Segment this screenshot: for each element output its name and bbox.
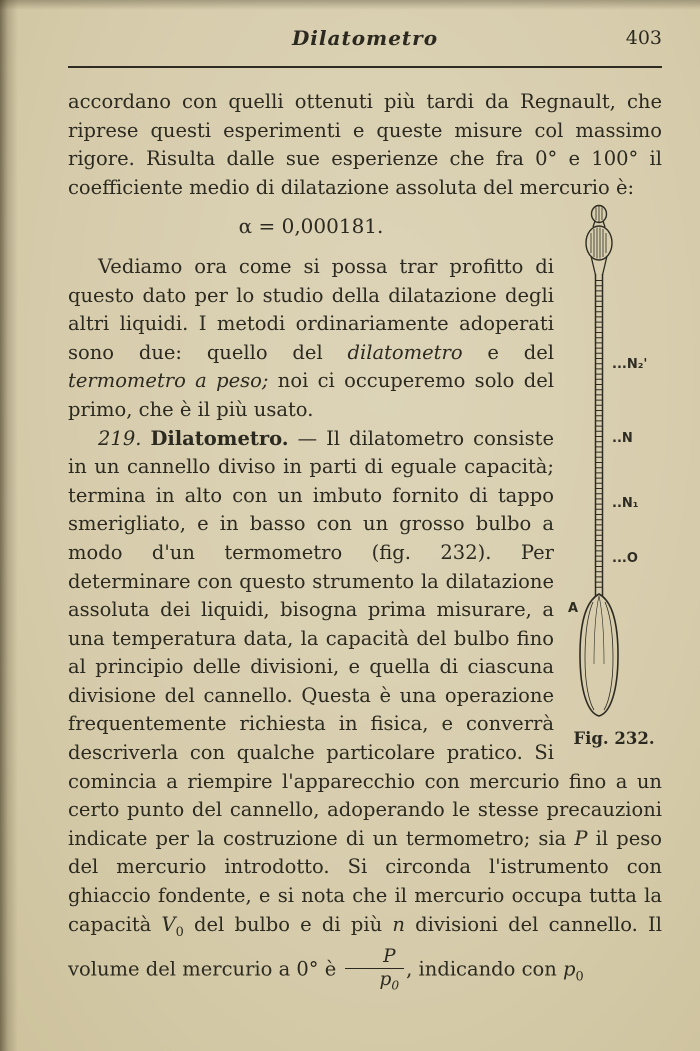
text-run: — Il dilatometro consiste in un cannello diviso in parti di eguale capacità; termina in alto con un imbuto fornito di tappo smerigliato, e in basso con un grosso bulbo a modo d'un termometro (fig. 232). Per determinare con questo strumento la dilatazione assoluta dei liquidi, bisogna prima misurare, a una temperatura data, la capacità del bulbo fino al principio delle divisioni, e quella di ciascuna divisione del cannello. Questa è una operazione frequentemente richiesta in fisica, e converrà descriverla con qualche particolare pratico. Si comincia a riempire l'apparecchio con mercurio fino a un certo punto del cannello, adoperando le stesse precauzioni indicate per la costruzione di un termometro; sia	[68, 426, 662, 850]
figure-caption: Fig. 232.	[573, 729, 655, 749]
bulb-hatching-right	[604, 602, 613, 710]
text-run: del bulbo e di più	[183, 912, 393, 936]
paragraph-1	[68, 88, 662, 202]
page-number: 403	[625, 27, 662, 49]
text-run: 0	[175, 924, 184, 940]
stopper-knob-hatching	[596, 206, 602, 222]
text-run: P	[574, 826, 588, 850]
text-run: divisioni del cannello. Il volume del mercurio a 0° è	[68, 912, 662, 981]
text-run: termometro a peso;	[68, 369, 269, 393]
scanned-page-top-edge-shadow	[0, 0, 700, 10]
equation-alpha: α = 0,000181.	[238, 214, 384, 239]
text-run: accordano con quelli ottenuti più tardi da Regnault, che riprese questi esperimenti e queste misure col massimo rigore. Risulta dalle sue esperienze che fra 0° e 100° il coefficiente medio di dilatazione assoluta del mercurio è:	[68, 90, 662, 199]
header-rule	[68, 66, 662, 68]
bulb-hatching-left	[585, 602, 594, 710]
figure-label-n: ..N	[612, 431, 633, 447]
text-run: 0	[575, 969, 584, 985]
figure-label-o: ...O	[612, 551, 638, 567]
text-run: Dilatometro.	[150, 426, 289, 450]
text-run: n	[392, 912, 405, 936]
bulb	[580, 594, 618, 716]
figure-label-n1: ..N₁	[612, 496, 639, 512]
body-text	[68, 88, 662, 993]
text-run: il peso del mercurio introdotto. Si circonda l'istrumento con ghiaccio fondente, e si nota che il mercurio occupa tutta la capacità	[68, 826, 662, 936]
book-page	[68, 26, 662, 993]
text-run: e del	[462, 340, 554, 364]
funnel	[586, 226, 612, 260]
text-run: p	[563, 957, 576, 981]
funnel-hatching	[591, 228, 606, 259]
page-title: Dilatometro	[291, 26, 439, 50]
text-run: noi ci occuperemo solo del primo, che è il più usato.	[68, 369, 554, 421]
text-run: , indicando con	[406, 957, 563, 981]
scanned-page-left-edge-shadow	[0, 0, 18, 1051]
text-run: Vediamo ora come si possa trar profitto di questo dato per lo studio della dilatazione degli altri liquidi. I metodi ordinariamente adoperati sono due: quello del	[68, 254, 554, 364]
figure-label-a: A	[568, 601, 579, 617]
running-header	[68, 26, 662, 60]
figure-label-n2: ...N₂'	[612, 357, 648, 373]
text-run: dilatometro	[347, 340, 463, 364]
inline-fraction: $\frac{P}{p_0}$	[345, 947, 405, 993]
text-run: 219.	[98, 426, 142, 450]
dilatometer-illustration	[566, 204, 662, 719]
bulb-hatching-center	[594, 596, 604, 664]
text-run: V	[161, 912, 176, 936]
figure-232	[566, 204, 662, 749]
